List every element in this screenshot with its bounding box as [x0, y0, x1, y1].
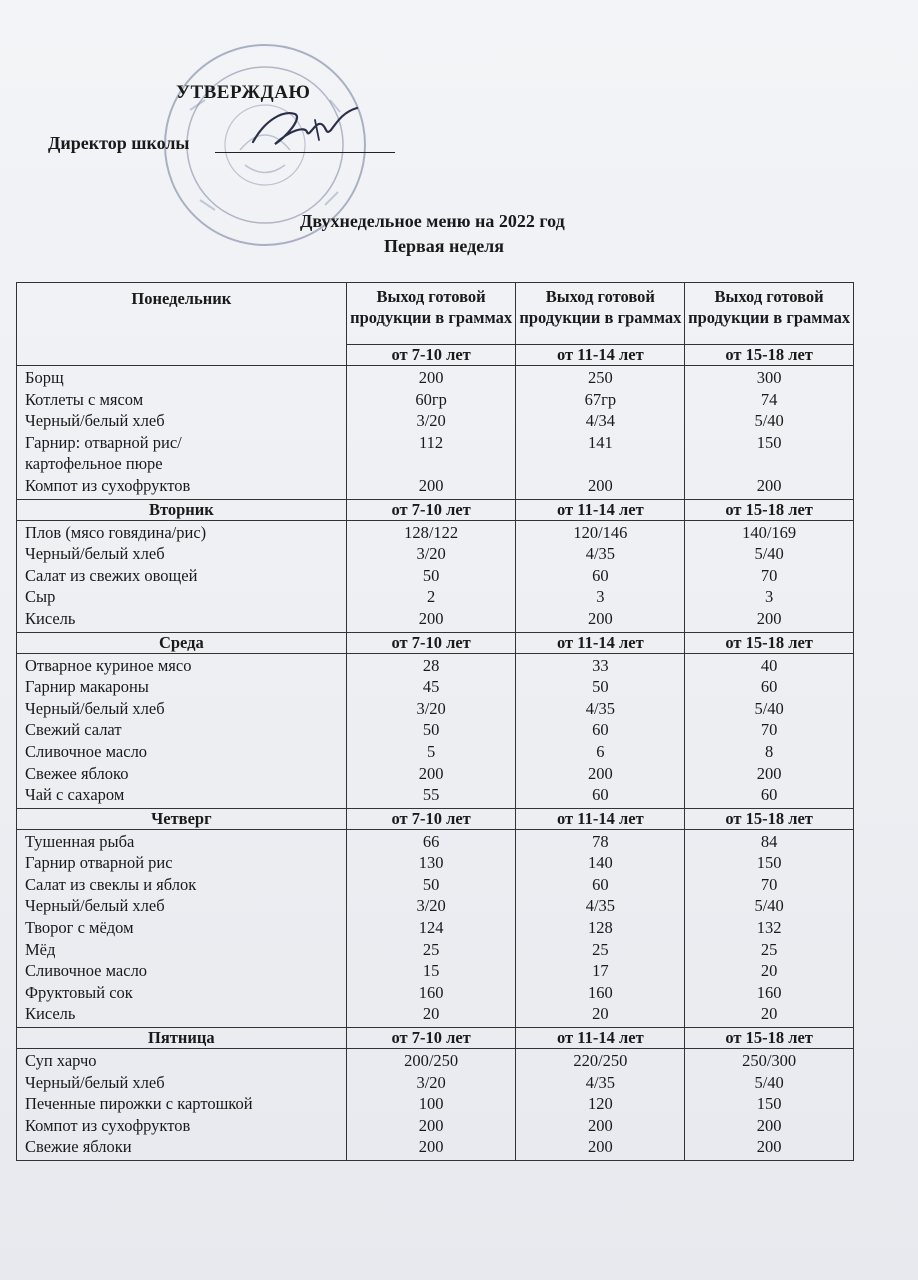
- portion-value: 3/20: [416, 544, 446, 564]
- portion-value: 200: [587, 1115, 613, 1135]
- day-header-0: Понедельник: [17, 283, 347, 366]
- portion-value: 50: [592, 677, 609, 697]
- day-header-4: Пятница: [17, 1028, 347, 1049]
- portion-values-cell: [516, 1049, 685, 1161]
- director-label: Директор школы: [48, 133, 190, 153]
- portion-value: 300: [756, 368, 782, 387]
- portion-value: 200: [587, 1137, 613, 1157]
- portion-values-cell: [346, 653, 516, 808]
- portion-value: 250/300: [742, 1051, 797, 1071]
- portion-value: 200/250: [404, 1051, 459, 1071]
- portion-value: 60: [592, 565, 609, 585]
- portion-value: 60: [760, 677, 778, 697]
- portion-value: 50: [422, 720, 440, 740]
- portion-value: 200: [418, 608, 444, 628]
- portion-value: 17: [592, 961, 609, 981]
- age-header: от 7-10 лет: [346, 499, 516, 520]
- dish-name: Черный/белый хлеб: [25, 544, 165, 564]
- dish-name: Свежее яблоко: [25, 763, 129, 783]
- portion-value: 78: [592, 831, 609, 851]
- dish-name: Котлеты с мясом: [25, 389, 144, 409]
- portion-value: 4/34: [585, 411, 616, 431]
- age-header: от 15-18 лет: [685, 632, 854, 653]
- portion-values-cell: [516, 829, 685, 1027]
- portion-value: 6: [596, 741, 605, 761]
- age-header: от 11-14 лет: [516, 345, 685, 366]
- portion-value: 3/20: [416, 411, 446, 431]
- dish-name: Отварное куриное мясо: [25, 655, 192, 675]
- age-header: от 11-14 лет: [516, 632, 685, 653]
- portion-values-cell: [346, 520, 516, 632]
- dish-name: Кисель: [25, 608, 76, 628]
- dish-name: Компот из сухофруктов: [25, 1115, 191, 1135]
- portion-value: 132: [756, 918, 782, 938]
- portion-value: 200: [587, 763, 613, 783]
- portion-value: 20: [760, 1004, 778, 1024]
- dish-name: Свежие яблоки: [25, 1137, 132, 1157]
- dish-name: Салат из свеклы и яблок: [25, 874, 197, 894]
- output-header: Выход готовой продукции в граммах: [685, 283, 854, 345]
- portion-value: 128/122: [404, 522, 459, 542]
- dish-name: Плов (мясо говядина/рис): [25, 522, 207, 542]
- portion-value: 200: [756, 608, 782, 628]
- menu-table: [16, 282, 854, 1161]
- dish-name: Творог с мёдом: [25, 918, 134, 938]
- portion-values-cell: [685, 520, 854, 632]
- portion-value: 200: [587, 475, 613, 495]
- portion-value: 4/35: [585, 698, 616, 718]
- portion-value: 25: [760, 939, 778, 959]
- portion-value: 33: [592, 655, 609, 675]
- portion-values-cell: [685, 1049, 854, 1161]
- portion-value: 74: [760, 389, 778, 409]
- dish-name: Чай с сахаром: [25, 785, 125, 805]
- dish-name: Фруктовый сок: [25, 982, 133, 1002]
- portion-value: 140/169: [742, 522, 797, 542]
- day-header-row: [17, 1028, 854, 1049]
- portion-value: 60: [592, 720, 609, 740]
- portion-values-cell: [346, 829, 516, 1027]
- portion-value: 70: [760, 720, 778, 740]
- portion-values-cell: [516, 653, 685, 808]
- approve-heading: УТВЕРЖДАЮ: [176, 82, 311, 103]
- portion-value: 50: [422, 565, 440, 585]
- portion-value: 60: [760, 785, 778, 805]
- age-header: от 7-10 лет: [346, 345, 516, 366]
- portion-value: 4/35: [585, 896, 616, 916]
- portion-value: 4/35: [585, 544, 616, 564]
- age-header: от 11-14 лет: [516, 808, 685, 829]
- portion-value: 200: [756, 1137, 782, 1157]
- portion-value: 28: [422, 655, 440, 675]
- portion-value: 50: [422, 874, 440, 894]
- portion-value: 200: [587, 608, 613, 628]
- portion-value: 220/250: [573, 1051, 628, 1071]
- portion-value: 5/40: [754, 896, 784, 916]
- dish-name: Черный/белый хлеб: [25, 1072, 165, 1092]
- portion-value: 20: [760, 961, 778, 981]
- portion-value: 3/20: [416, 1072, 446, 1092]
- portion-values-cell: [685, 366, 854, 500]
- dish-name: Тушенная рыба: [25, 831, 135, 851]
- dish-name: Гарнир: отварной рис/ картофельное пюре: [25, 432, 182, 474]
- dish-names-cell: [17, 829, 347, 1027]
- portion-value: 150: [756, 853, 782, 873]
- document-title: Двухнедельное меню на 2022 год: [300, 211, 565, 231]
- portion-value: 25: [422, 939, 440, 959]
- day-header-3: Четверг: [17, 808, 347, 829]
- portion-value: 40: [760, 655, 778, 675]
- dish-name: Черный/белый хлеб: [25, 896, 165, 916]
- portion-value: 5/40: [754, 544, 784, 564]
- portion-value: 124: [418, 918, 444, 938]
- portion-value: 200: [418, 1137, 444, 1157]
- portion-value: 70: [760, 874, 778, 894]
- portion-value: 100: [418, 1094, 444, 1114]
- portion-value: 60гр: [415, 389, 447, 409]
- age-header: от 15-18 лет: [685, 808, 854, 829]
- portion-value: 15: [422, 961, 440, 981]
- dish-name: Борщ: [25, 368, 64, 387]
- portion-value: 84: [760, 831, 778, 851]
- portion-value: 200: [418, 1115, 444, 1135]
- portion-value: 5: [426, 741, 436, 761]
- age-header: от 7-10 лет: [346, 632, 516, 653]
- document-subtitle: Первая неделя: [384, 236, 505, 256]
- dish-names-cell: [17, 1049, 347, 1161]
- portion-value: 5/40: [754, 411, 784, 431]
- age-header: от 11-14 лет: [516, 1028, 685, 1049]
- portion-value: 128: [587, 918, 613, 938]
- dish-name: Кисель: [25, 1004, 76, 1024]
- portion-value: 130: [418, 853, 444, 873]
- dish-name: Компот из сухофруктов: [25, 475, 191, 495]
- dish-name: Гарнир отварной рис: [25, 853, 173, 873]
- portion-value: 150: [756, 1094, 782, 1114]
- portion-value: 200: [418, 368, 444, 387]
- day-items-row: [17, 653, 854, 808]
- portion-value: 200: [418, 475, 444, 495]
- age-header: от 7-10 лет: [346, 808, 516, 829]
- portion-values-cell: [516, 520, 685, 632]
- age-header: от 11-14 лет: [516, 499, 685, 520]
- portion-value: 200: [756, 475, 782, 495]
- portion-value: 25: [592, 939, 609, 959]
- portion-value: 200: [418, 763, 444, 783]
- dish-names-cell: [17, 366, 347, 500]
- portion-value: 250: [587, 368, 613, 387]
- day-items-row: [17, 366, 854, 500]
- portion-value: 5/40: [754, 698, 784, 718]
- day-items-row: [17, 1049, 854, 1161]
- day-items-row: [17, 520, 854, 632]
- portion-value: 70: [760, 565, 778, 585]
- portion-value: 141: [587, 432, 613, 452]
- dish-name: Мёд: [25, 939, 56, 959]
- dish-names-cell: [17, 653, 347, 808]
- day-header-row: [17, 632, 854, 653]
- portion-value: 67гр: [584, 389, 617, 409]
- dish-name: Суп харчо: [25, 1051, 97, 1071]
- output-header: Выход готовой продукции в граммах: [346, 283, 516, 345]
- dish-name: Сливочное масло: [25, 741, 148, 761]
- portion-value: 200: [756, 1115, 782, 1135]
- portion-value: 160: [756, 982, 782, 1002]
- day-items-row: [17, 829, 854, 1027]
- portion-value: 140: [587, 853, 613, 873]
- day-header-2: Среда: [17, 632, 347, 653]
- dish-name: Черный/белый хлеб: [25, 411, 165, 431]
- dish-name: Гарнир макароны: [25, 677, 149, 697]
- dish-names-cell: [17, 520, 347, 632]
- portion-values-cell: [346, 1049, 516, 1161]
- portion-value: 3: [764, 587, 774, 607]
- portion-value: 5/40: [754, 1072, 784, 1092]
- portion-value: 45: [422, 677, 440, 697]
- dish-name: Сыр: [25, 587, 56, 607]
- dish-name: Свежий салат: [25, 720, 122, 740]
- portion-value: 4/35: [585, 1072, 616, 1092]
- portion-values-cell: [685, 653, 854, 808]
- dish-name: Сливочное масло: [25, 961, 148, 981]
- portion-value: 120: [587, 1094, 613, 1114]
- portion-value: 3/20: [416, 896, 446, 916]
- portion-value: 20: [422, 1004, 440, 1024]
- portion-value: 60: [592, 785, 609, 805]
- dish-name: Черный/белый хлеб: [25, 698, 165, 718]
- portion-value: 160: [587, 982, 613, 1002]
- portion-values-cell: [516, 366, 685, 500]
- output-header: Выход готовой продукции в граммах: [516, 283, 685, 345]
- portion-values-cell: [346, 366, 516, 500]
- portion-value: 8: [764, 741, 774, 761]
- portion-value: 112: [419, 432, 444, 452]
- day-header-row: [17, 499, 854, 520]
- portion-value: 200: [756, 763, 782, 783]
- portion-value: 160: [418, 982, 444, 1002]
- age-header: от 15-18 лет: [685, 1028, 854, 1049]
- portion-value: 55: [422, 785, 440, 805]
- portion-value: 66: [422, 831, 440, 851]
- age-header: от 15-18 лет: [685, 499, 854, 520]
- day-header-row: [17, 808, 854, 829]
- day-header-1: Вторник: [17, 499, 347, 520]
- dish-name: Салат из свежих овощей: [25, 565, 198, 585]
- portion-value: 150: [756, 432, 782, 452]
- portion-value: 3/20: [416, 698, 446, 718]
- portion-value: 3: [596, 587, 605, 607]
- portion-value: 2: [426, 587, 436, 607]
- portion-value: 120/146: [573, 522, 628, 542]
- portion-values-cell: [685, 829, 854, 1027]
- age-header: от 7-10 лет: [346, 1028, 516, 1049]
- portion-value: 20: [592, 1004, 609, 1024]
- signature-icon: [245, 100, 365, 160]
- table-header-row: [17, 283, 854, 345]
- dish-name: Печенные пирожки с картошкой: [25, 1094, 253, 1114]
- age-header: от 15-18 лет: [685, 345, 854, 366]
- portion-value: 60: [592, 874, 609, 894]
